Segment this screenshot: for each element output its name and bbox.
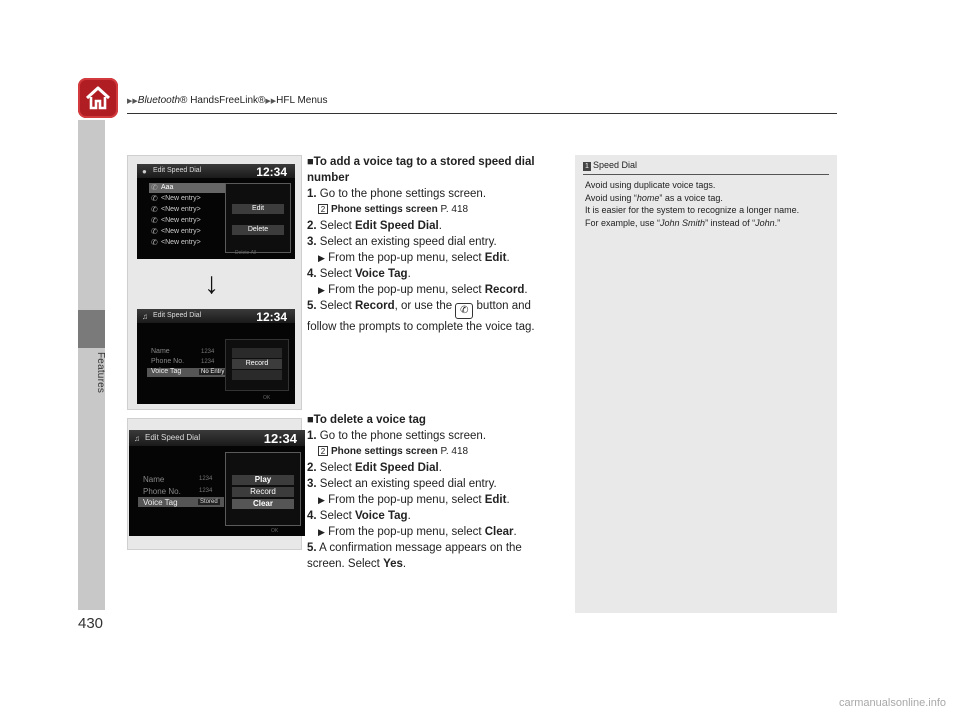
delete-step-4-sub: ▶ From the pop-up menu, select Clear. [318,526,517,538]
delete-all-label[interactable]: Delete All [235,250,257,256]
music-note-icon: ♫ [134,434,140,443]
field-name-value: 1234 [199,476,213,482]
breadcrumb-bluetooth[interactable]: Bluetooth [137,95,181,106]
edit-button[interactable]: Edit [232,204,284,214]
delete-section-heading: ■To delete a voice tag [307,414,426,426]
field-phone-value: 1234 [199,488,213,494]
gear-icon: ● [142,167,147,176]
delete-step-2: 2. Select Edit Speed Dial. [307,462,442,474]
ok-label[interactable]: OK [271,528,279,534]
screen-list [137,164,295,259]
list-item[interactable]: ✆ Aaa [149,183,227,193]
delete-step-4: 4. Select Voice Tag. [307,510,411,522]
note-divider [583,174,829,175]
ok-label[interactable]: OK [263,395,271,401]
delete-step-1-ref[interactable]: 2 Phone settings screen P. 418 [307,444,562,460]
phone-icon: ✆ [151,194,158,203]
add-step-2: 2. Select Edit Speed Dial. [307,220,442,232]
popup-menu [225,452,301,526]
screen-list-titlebar [137,164,295,178]
add-step-3: 3. Select an existing speed dial entry. [307,236,497,248]
page-number: 430 [78,615,104,632]
field-name-value: 1234 [201,349,215,355]
down-arrow-icon: ↓ [204,267,219,300]
delete-step-3: 3. Select an existing speed dial entry. [307,478,497,490]
screen-record [137,309,295,404]
screen-record-titlebar [137,309,295,323]
field-voicetag-label: Voice Tag [143,498,178,507]
popup-menu [225,339,289,391]
list-item[interactable]: ✆ <New entry> [151,227,201,236]
field-voicetag-label: Voice Tag [151,368,182,375]
screen-clear-title: Edit Speed Dial [145,433,201,442]
delete-voice-tag-section [307,412,562,572]
breadcrumb: ▶▶Bluetooth® HandsFreeLink®▶▶HFL Menus [127,95,328,106]
add-step-3-sub: ▶ From the pop-up menu, select Edit. [318,252,510,264]
home-button[interactable] [78,78,118,118]
header-divider [127,113,837,114]
list-item[interactable]: ✆ <New entry> [151,194,201,203]
phone-icon: ✆ [151,238,158,247]
clear-button[interactable]: Clear [232,499,294,509]
popup-menu [225,183,291,253]
sidebar-label: Features [95,352,106,394]
sidebar-tab-features[interactable] [78,310,105,348]
popup-blank-top [232,348,282,358]
watermark: carmanualsonline.info [838,697,946,709]
play-button[interactable]: Play [232,475,294,485]
breadcrumb-hfl[interactable]: ® HandsFreeLink® [180,95,266,106]
note-title: 1 Speed Dial [583,160,637,171]
ref-arrow-icon: 2 [318,204,328,214]
music-note-icon: ♫ [142,312,148,321]
list-item[interactable]: ✆ <New entry> [151,238,201,247]
field-phone-label: Phone No. [143,487,181,496]
screen-record-title: Edit Speed Dial [153,312,202,319]
add-section-heading: ■To add a voice tag to a stored speed dial number [307,156,535,184]
screen-clear-clock: 12:34 [263,431,297,446]
screen-clear-titlebar [129,430,305,446]
delete-step-3-sub: ▶ From the pop-up menu, select Edit. [318,494,510,506]
record-button[interactable]: Record [232,487,294,497]
breadcrumb-hfl-menus[interactable]: HFL Menus [276,95,328,106]
note-body: Avoid using duplicate voice tags. Avoid using “home” as a voice tag. It is easier for the system to recognize a longer name. For example, use “John Smith” instead of “John.” [585,180,800,228]
screen-clear [129,430,305,536]
phone-icon: ✆ [151,183,158,192]
field-name-label: Name [143,475,165,484]
home-icon [84,84,112,112]
speed-dial-note [575,155,837,613]
add-step-1: 1. Go to the phone settings screen. [307,188,487,200]
record-button[interactable]: Record [232,359,282,369]
popup-blank-bottom [232,370,282,380]
field-phone-value: 1234 [201,359,215,365]
delete-step-5: 5. A confirmation message appears on the screen. Select Yes. [307,542,522,570]
screen-list-clock: 12:34 [256,165,287,179]
screen-list-title: Edit Speed Dial [153,167,202,174]
add-step-4-sub: ▶ From the pop-up menu, select Record. [318,284,528,296]
field-voicetag-value: Stored [200,499,218,505]
delete-step-1: 1. Go to the phone settings screen. [307,430,487,442]
list-item[interactable]: ✆ <New entry> [151,205,201,214]
add-step-5: 5. Select Record, or use the ✆ button and follow the prompts to complete the voice tag. [307,300,535,333]
field-phone-label: Phone No. [151,358,185,365]
phone-icon: ✆ [151,205,158,214]
ref-arrow-icon: 2 [318,446,328,456]
list-item[interactable]: ✆ <New entry> [151,216,201,225]
phone-icon: ✆ [151,216,158,225]
phone-icon: ✆ [151,227,158,236]
talk-icon: ✆ [455,303,473,319]
add-step-1-ref[interactable]: 2 Phone settings screen P. 418 [307,202,562,218]
add-voice-tag-section [307,154,562,335]
screen-record-clock: 12:34 [256,310,287,324]
field-name-label: Name [151,348,170,355]
delete-button[interactable]: Delete [232,225,284,235]
add-step-4: 4. Select Voice Tag. [307,268,411,280]
field-voicetag-value: No Entry [201,369,225,375]
